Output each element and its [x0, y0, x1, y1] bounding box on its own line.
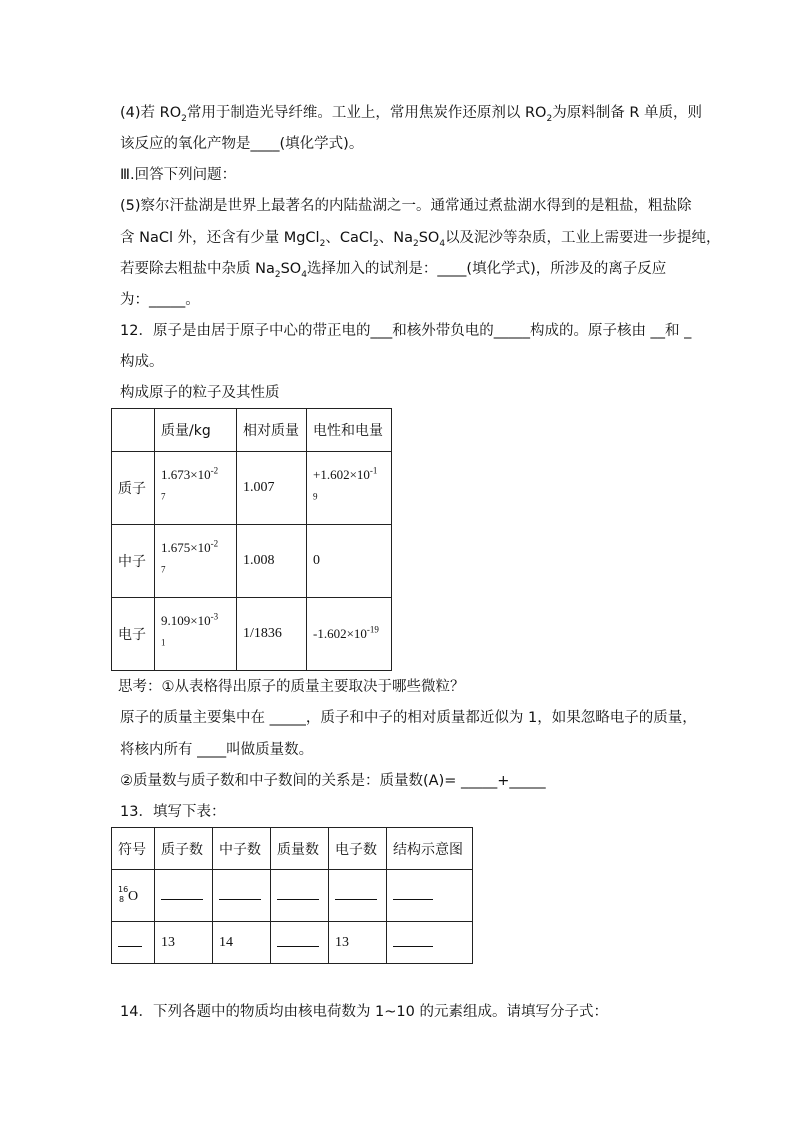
mass-cell: $9.109\times 10^{-3}$ $^1$	[155, 598, 237, 671]
particle-name: 质子	[112, 452, 155, 525]
charge-cell: $+1.602\times 10^{-1}$ $^9$	[307, 452, 392, 525]
answer-blank[interactable]	[112, 922, 155, 964]
section-heading: Ⅲ.回答下列问题：	[120, 167, 237, 183]
answer-blank[interactable]	[329, 870, 387, 922]
q11-line-4: (5)察尔汗盐湖是世界上最著名的内陆盐湖之一。通常通过煮盐湖水得到的是粗盐，粗盐除	[120, 198, 692, 214]
q12-line-2: 构成。	[120, 354, 164, 370]
header-cell: 质量/kg	[155, 409, 237, 452]
header-cell: 电子数	[329, 828, 387, 870]
q12-answer-1: 原子的质量主要集中在 _____，质子和中子的相对质量都近似为 1，如果忽略电子的质量，	[120, 710, 697, 726]
answer-blank[interactable]	[155, 870, 213, 922]
charge-cell: 0	[307, 525, 392, 598]
mass-cell: $1.675\times 10^{-2}$ $^7$	[155, 525, 237, 598]
table-row	[112, 598, 392, 671]
q11-line-1: (4)若 $RO_2$常用于制造光导纤维。工业上，常用焦炭作还原剂以 $RO_2$为原料制备 R 单质，则	[120, 105, 703, 124]
answer-blank[interactable]	[213, 870, 271, 922]
electron-count: 13	[329, 922, 387, 964]
relative-mass-cell: 1/1836	[237, 598, 307, 671]
q11-line-5: 含 NaCl 外，还含有少量 MgCl$_2$、CaCl$_2$、$Na_2SO_4$以及泥沙等杂质，工业上需要进一步提纯，	[120, 230, 721, 249]
particle-name: 电子	[112, 598, 155, 671]
q12-line-1: 12．原子是由居于原子中心的带正电的___和核外带负电的_____构成的。原子核由 __和 _	[120, 323, 692, 339]
particle-name: 中子	[112, 525, 155, 598]
header-cell: 符号	[112, 828, 155, 870]
header-cell: 中子数	[213, 828, 271, 870]
q14-line-1: 14．下列各题中的物质均由核电荷数为 1~10 的元素组成。请填写分子式：	[120, 1004, 608, 1020]
q13-title: 13．填写下表：	[120, 804, 226, 820]
relative-mass-cell: 1.008	[237, 525, 307, 598]
table-header-row	[112, 828, 473, 870]
header-cell	[112, 409, 155, 452]
q11-line-2: 该反应的氧化产物是____(填化学式)。	[120, 136, 364, 152]
header-cell: 相对质量	[237, 409, 307, 452]
neutron-count: 14	[213, 922, 271, 964]
proton-count: 13	[155, 922, 213, 964]
answer-blank[interactable]	[271, 922, 329, 964]
table-row	[112, 452, 392, 525]
answer-blank[interactable]	[387, 870, 473, 922]
header-cell: 质子数	[155, 828, 213, 870]
mass-cell: $1.673\times 10^{-2}$ $^7$	[155, 452, 237, 525]
answer-blank[interactable]	[387, 922, 473, 964]
isotope-symbol: 16 8 O	[112, 870, 155, 922]
table-caption: 构成原子的粒子及其性质	[120, 385, 280, 401]
particle-properties-table	[111, 408, 392, 671]
table-header-row	[112, 409, 392, 452]
header-cell: 质量数	[271, 828, 329, 870]
answer-blank[interactable]	[271, 870, 329, 922]
isotope-notation: 16 8	[118, 884, 129, 904]
table-row	[112, 870, 473, 922]
q12-answer-2: 将核内所有 ____叫做质量数。	[120, 742, 314, 758]
relative-mass-cell: 1.007	[237, 452, 307, 525]
q11-line-6: 若要除去粗盐中杂质 $Na_2SO_4$选择加入的试剂是：____(填化学式)，所涉及的离子反应	[120, 261, 667, 280]
isotope-table	[111, 827, 473, 964]
header-cell: 结构示意图	[387, 828, 473, 870]
table-row	[112, 525, 392, 598]
q12-answer-3: ②质量数与质子数和中子数间的关系是：质量数(A)= _____+_____	[120, 773, 546, 789]
charge-cell: $-1.602\times 10^{-19}$	[307, 598, 392, 671]
header-cell: 电性和电量	[307, 409, 392, 452]
table-row	[112, 922, 473, 964]
q11-line-7: 为：_____。	[120, 292, 200, 308]
think-prompt: 思考：①从表格得出原子的质量主要取决于哪些微粒？	[118, 679, 465, 695]
